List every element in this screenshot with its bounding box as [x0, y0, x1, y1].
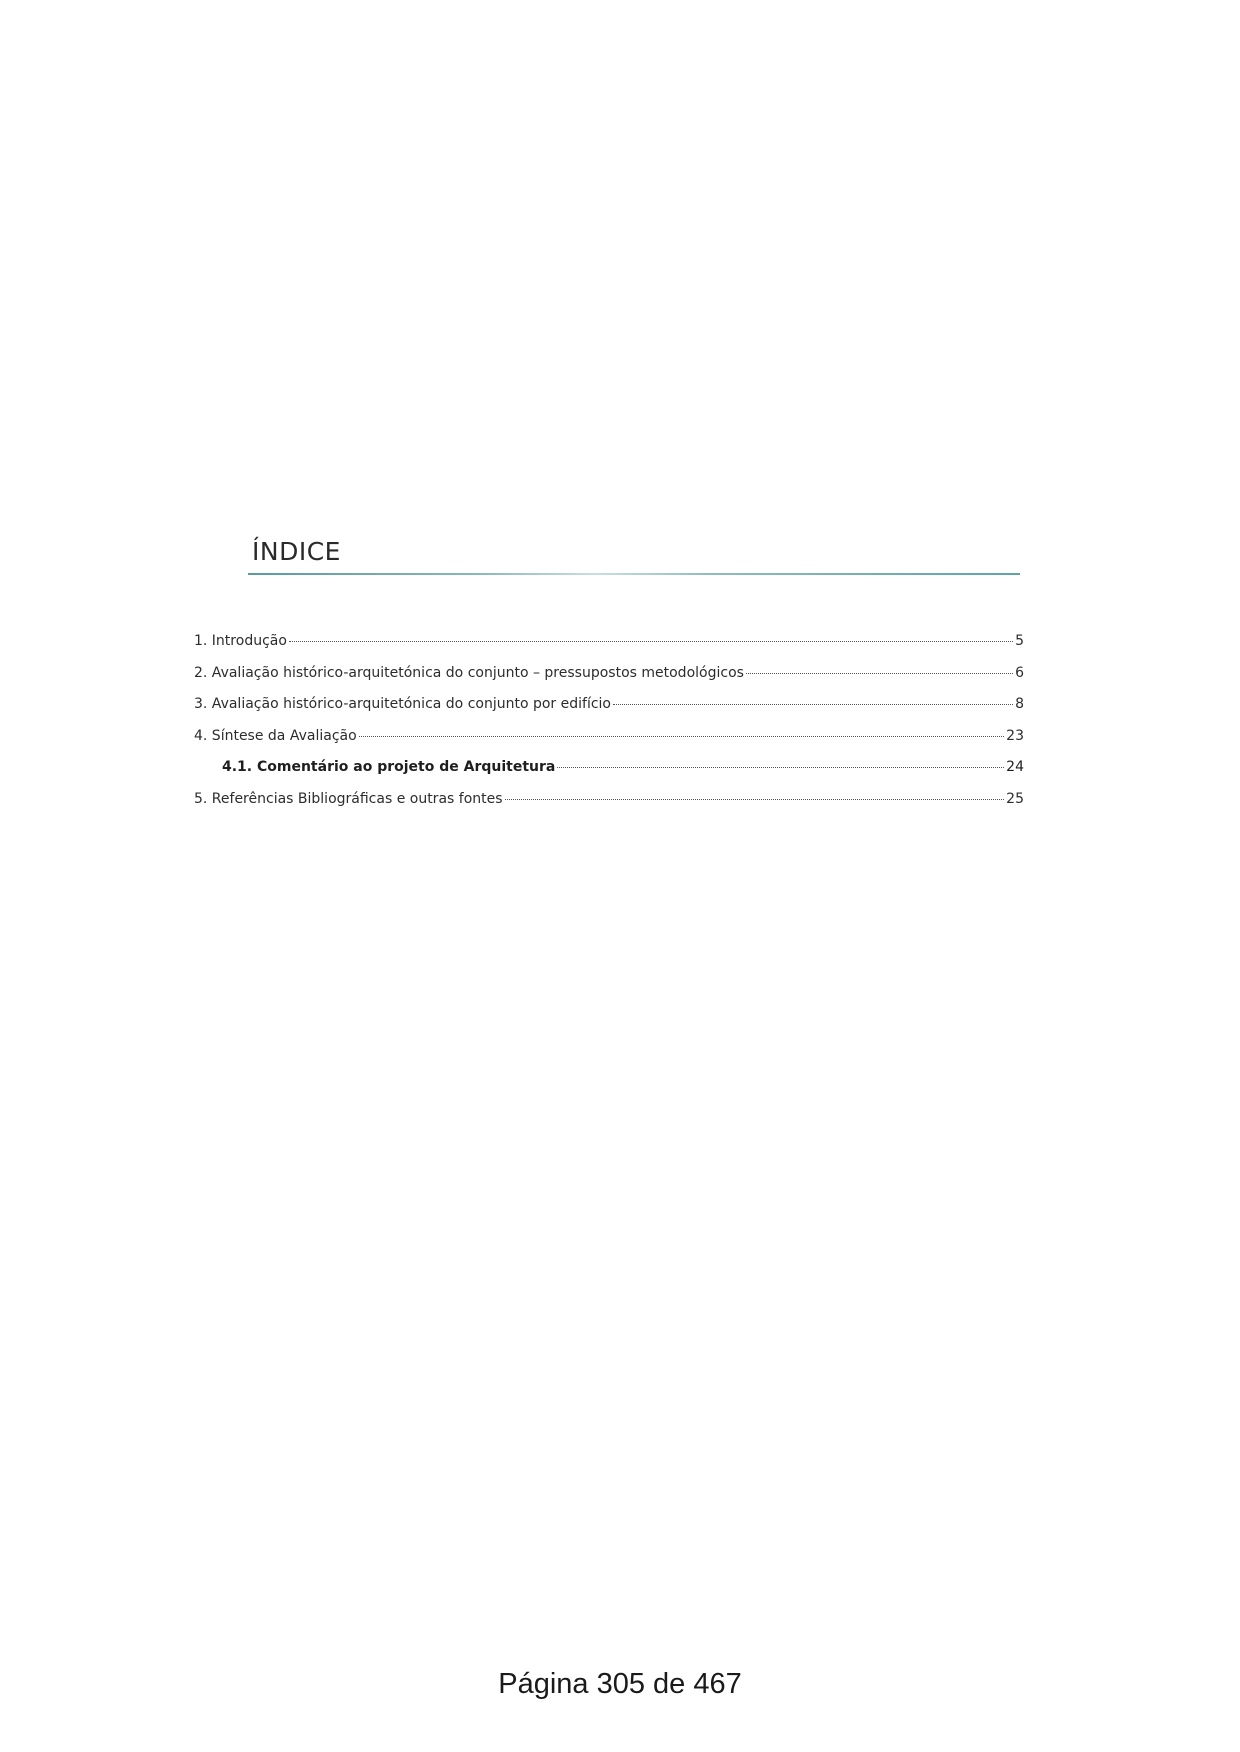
toc-entry-label: 4.1. Comentário ao projeto de Arquitetura — [222, 759, 556, 775]
toc-entry-sintese[interactable] — [194, 728, 1024, 760]
toc-entry-label: 2. Avaliação histórico-arquitetónica do conjunto – pressupostos metodológicos — [194, 664, 744, 681]
toc-dot-leader — [746, 673, 1013, 674]
toc-dot-leader — [505, 799, 1005, 800]
toc-entry-page: 25 — [1006, 790, 1024, 807]
toc-entry-label: 1. Introdução — [194, 633, 287, 649]
toc-entry-introducao[interactable] — [194, 633, 1024, 665]
toc-entry-page: 8 — [1015, 696, 1024, 712]
toc-dot-leader — [359, 736, 1005, 737]
toc-entry-comentario[interactable] — [194, 759, 1024, 791]
toc-entry-label: 3. Avaliação histórico-arquitetónica do conjunto por edifício — [194, 696, 611, 712]
toc-dot-leader — [289, 641, 1013, 642]
toc-dot-leader — [613, 704, 1013, 705]
toc-entry-page: 5 — [1015, 633, 1024, 649]
toc-entry-page: 6 — [1015, 664, 1024, 681]
toc-dot-leader — [557, 767, 1004, 768]
toc-entry-label: 5. Referências Bibliográficas e outras fontes — [194, 790, 503, 807]
toc-entry-page: 23 — [1006, 727, 1024, 744]
toc-title-underline — [248, 573, 1020, 575]
toc-entry-por-edificio[interactable] — [194, 696, 1024, 728]
toc-entry-page: 24 — [1006, 759, 1024, 775]
toc-title: ÍNDICE — [252, 537, 341, 566]
table-of-contents — [194, 633, 1024, 822]
page-number-footer: Página 305 de 467 — [498, 1668, 742, 1700]
toc-entry-pressupostos[interactable] — [194, 665, 1024, 697]
toc-entry-referencias[interactable] — [194, 791, 1024, 823]
toc-entry-label: 4. Síntese da Avaliação — [194, 727, 357, 744]
